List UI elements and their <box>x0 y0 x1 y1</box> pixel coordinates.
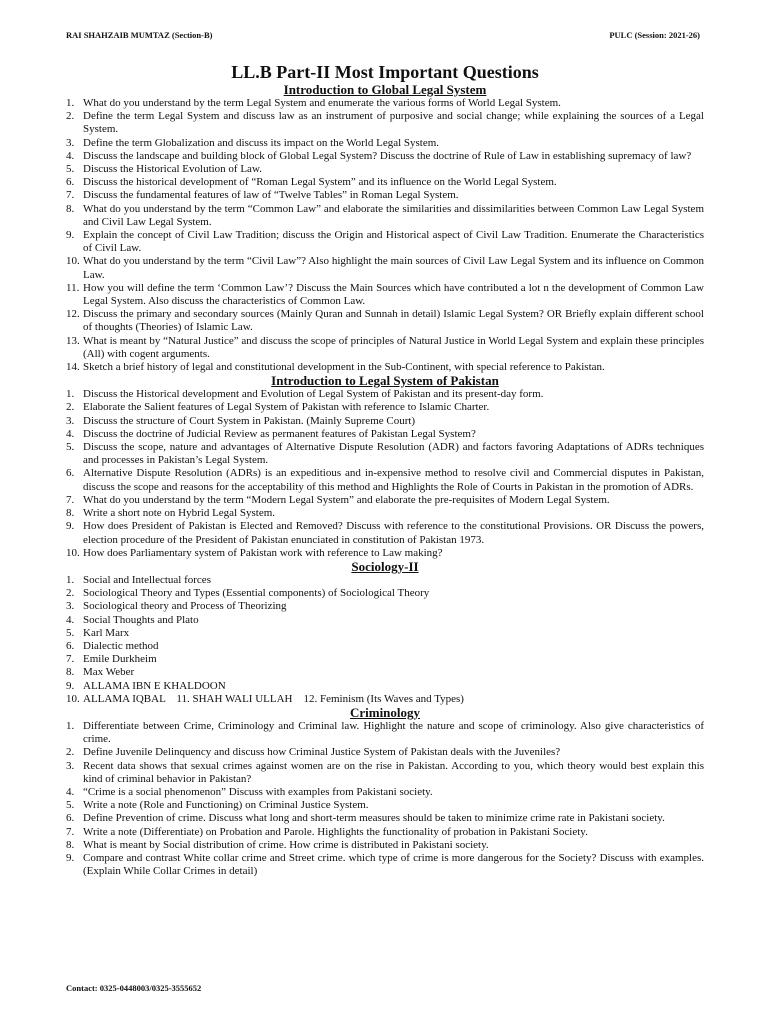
document-body <box>66 61 704 878</box>
question-item: 4. Social Thoughts and Plato <box>66 613 199 626</box>
question-item: 1. Social and Intellectual forces <box>66 573 211 586</box>
section-sociology-ii <box>66 560 704 706</box>
section-heading: Introduction to Global Legal System <box>283 82 487 97</box>
question-item: 4. “Crime is a social phenomenon” Discuss with examples from Pakistani society. <box>66 785 433 798</box>
question-item: 2. Elaborate the Salient features of Legal System of Pakistan with reference to Islamic Charter. <box>66 401 490 414</box>
question-list <box>66 97 704 374</box>
question-item: 5. Karl Marx <box>66 626 130 639</box>
question-item: 13. What is meant by “Natural Justice” and discuss the scope of principles of Natural Justice in World Legal System and explain these principles (All) with cogent arguments. <box>66 334 704 360</box>
question-item: 6. Dialectic method <box>66 639 159 652</box>
question-item: 7. Write a note (Differentiate) on Probation and Parole. Highlights the functionality of probation in Pakistani Society. <box>66 825 588 838</box>
section-heading: Criminology <box>349 704 421 720</box>
question-item: 14. Sketch a brief history of legal and constitutional development in the Sub-Continent, with special reference to Pakistan. <box>66 361 605 374</box>
section-global-legal-system <box>66 83 704 374</box>
question-item: 12. Discuss the primary and secondary sources (Mainly Quran and Sunnah in detail) Islamic Legal System? OR Briefly explain different school of thoughts (Theories) of Islamic Law. <box>66 308 704 334</box>
section-criminology <box>66 706 704 878</box>
question-item: 3. Discuss the structure of Court System in Pakistan. (Mainly Supreme Court) <box>66 414 416 427</box>
question-item: 2. Define the term Legal System and discuss law as an instrument of purposive and social change; while explaining the sources of a Legal System. <box>66 110 704 136</box>
section-heading: Introduction to Legal System of Pakistan <box>271 373 499 389</box>
question-list <box>66 574 704 706</box>
header-session: PULC (Session: 2021-26) <box>609 30 700 40</box>
question-item: 5. Discuss the Historical Evolution of Law. <box>66 163 262 176</box>
question-item: 1. Differentiate between Crime, Criminology and Criminal law. Highlight the nature and scope of criminology. Also give characteristics of crime. <box>66 719 704 746</box>
question-item: 8. What do you understand by the term “Common Law” and elaborate the similarities and dissimilarities between Common Law Legal System and Civil Law Legal System. <box>66 202 704 228</box>
question-item: 6. Discuss the historical development of “Roman Legal System” and its influence on the World Legal System. <box>66 176 557 189</box>
question-item: 5. Write a note (Role and Functioning) on Criminal Justice System. <box>66 799 369 812</box>
question-item: 4. Discuss the landscape and building block of Global Legal System? Discuss the doctrine of Rule of Law in establishing supremacy of law? <box>66 149 692 162</box>
question-item: 3. Recent data shows that sexual crimes against women are on the rise in Pakistan. According to you, which theory would best explain this kind of criminal behavior in Pakistan? <box>66 759 704 785</box>
page-title: LL.B Part-II Most Important Questions <box>231 62 539 82</box>
question-item: 7. What do you understand by the term “Modern Legal System” and elaborate the pre-requisites of Modern Legal System. <box>66 493 610 506</box>
question-item: 8. Write a short note on Hybrid Legal System. <box>66 507 276 520</box>
question-item: 10. How does Parliamentary system of Pakistan work with reference to Law making? <box>66 546 443 559</box>
question-item: 9. Compare and contrast White collar crime and Street crime. which type of crime is more dangerous for the Society? Discuss with examples. (Explain While Collar Crimes in detail) <box>66 851 704 878</box>
section-legal-system-pakistan <box>66 374 704 560</box>
question-item: 6. Define Prevention of crime. Discuss what long and short-term measures should be taken to minimize crime rate in Pakistani society. <box>66 812 665 825</box>
question-item: 6. Alternative Dispute Resolution (ADRs) is an expeditious and in-expensive method to resolve civil and Commercial disputes in Pakistan, discuss the scope and reasons for the acceptability of this method and Highlights the Role of Courts in Pakistan in the promotion of ADRs. <box>66 467 704 493</box>
question-item: 8. Max Weber <box>66 666 135 679</box>
question-item: 4. Discuss the doctrine of Judicial Review as permanent features of Pakistan Legal System? <box>66 427 476 440</box>
question-item: 9. How does President of Pakistan is Elected and Removed? Discuss with reference to the constitutional Provisions. OR Discuss the powers, election procedure of the President of Pakistan enunciated in constitution of Pakistan 1973. <box>66 520 704 546</box>
question-item: 3. Sociological theory and Process of Theorizing <box>66 600 287 613</box>
question-item: 2. Sociological Theory and Types (Essential components) of Sociological Theory <box>66 587 430 600</box>
question-item: 10. ALLAMA IQBAL 11. SHAH WALI ULLAH 12. Feminism (Its Waves and Types) <box>66 692 464 705</box>
question-item: 8. What is meant by Social distribution of crime. How crime is distributed in Pakistani society. <box>66 838 489 851</box>
question-item: 10. What do you understand by the term “Civil Law”? Also highlight the main sources of Civil Law Legal System and its influence on Common Law. <box>66 255 704 281</box>
question-item: 9. ALLAMA IBN E KHALDOON <box>66 679 226 692</box>
question-item: 7. Emile Durkheim <box>66 653 157 666</box>
question-list <box>66 720 704 878</box>
header-author: RAI SHAHZAIB MUMTAZ (Section-B) <box>66 30 213 40</box>
section-heading: Sociology-II <box>351 558 419 574</box>
question-item: 3. Define the term Globalization and discuss its impact on the World Legal System. <box>66 136 440 149</box>
question-list <box>66 388 704 560</box>
question-item: 1. What do you understand by the term Legal System and enumerate the various forms of World Legal System. <box>66 97 561 109</box>
question-item: 2. Define Juvenile Delinquency and discuss how Criminal Justice System of Pakistan deals with the Juveniles? <box>66 746 561 759</box>
question-item: 1. Discuss the Historical development and Evolution of Legal System of Pakistan and its present-day form. <box>66 388 544 401</box>
question-item: 5. Discuss the scope, nature and advantages of Alternative Dispute Resolution (ADR) and factors favoring Adaptations of ADRs techniques and processes in Pakistan’s Legal System. <box>66 441 704 467</box>
question-item: 7. Discuss the fundamental features of law of “Twelve Tables” in Roman Legal System. <box>66 189 459 202</box>
footer-contact: Contact: 0325-0448003/0325-3555652 <box>66 983 202 993</box>
question-item: 11. How you will define the term ‘Common Law’? Discuss the Main Sources which have contributed a lot n the development of Common Law Legal System. Also discuss the characteristics of Common Law. <box>66 281 704 308</box>
question-item: 9. Explain the concept of Civil Law Tradition; discuss the Origin and Historical aspect of Civil Law Tradition. Enumerate the Characteristics of Civil Law. <box>66 229 704 255</box>
